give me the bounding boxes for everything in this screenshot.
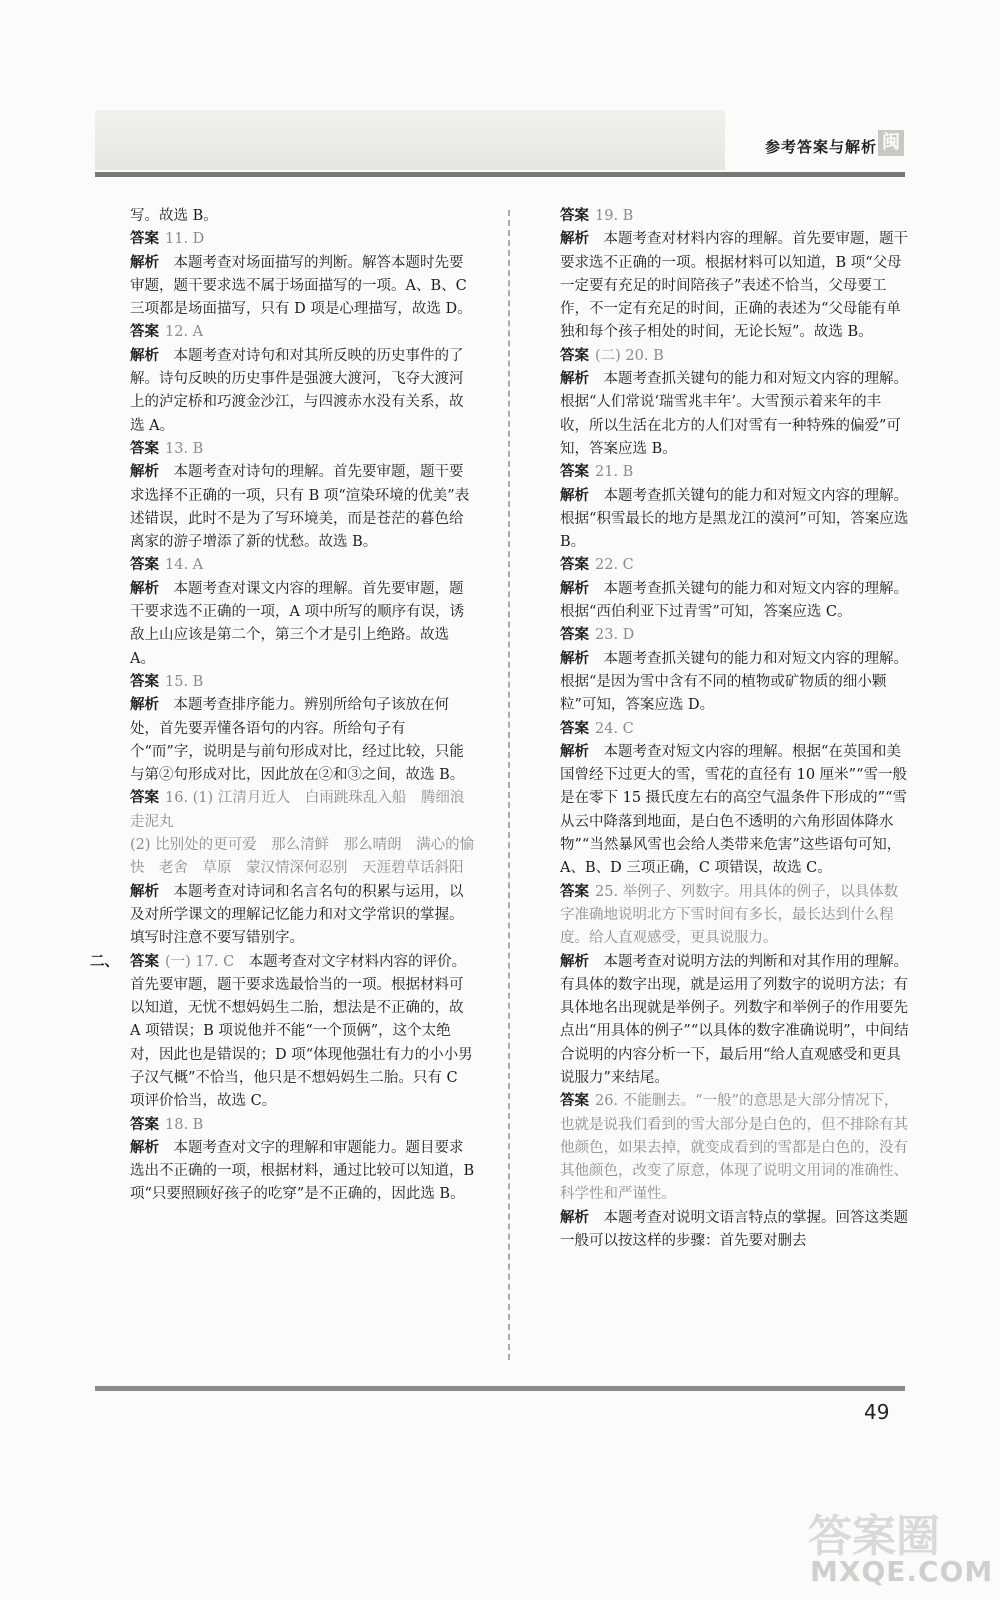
answer-entry (130, 554, 475, 577)
answer-label: 答案 (130, 790, 159, 807)
analysis-text: 本题考查抓关键句的能力和对短文内容的理解。根据“积雪最长的地方是黑龙江的漠河”可知，答案应选 B。 (560, 487, 909, 551)
analysis-entry (130, 694, 475, 787)
analysis-entry (130, 345, 475, 438)
answer-label: 答案 (560, 557, 589, 574)
footer-rule (95, 1386, 905, 1391)
left-column (90, 205, 479, 1207)
analysis-text: 本题考查对诗句和对其所反映的历史事件的了解。诗句反映的历史事件是强渡大渡河，飞夺大渡河上的泸定桥和巧渡金沙江，与四渡赤水没有关系，故选 A。 (130, 347, 464, 434)
answer-entry (560, 461, 910, 484)
answer-entry (130, 787, 479, 834)
analysis-entry (130, 578, 475, 671)
answer-entry (130, 228, 475, 251)
answer-entry (560, 718, 910, 741)
header-band (95, 110, 725, 170)
analysis-entry (560, 741, 910, 881)
analysis-label: 解析 (130, 464, 159, 481)
answer-entry (560, 205, 910, 228)
answer-label: 答案 (560, 627, 589, 644)
analysis-label: 解析 (130, 254, 159, 271)
right-column (560, 205, 910, 1253)
analysis-entry (560, 648, 910, 718)
answer-label: 答案 (560, 720, 589, 737)
answer-label: 答案 (130, 953, 159, 970)
analysis-text: 本题考查对诗词和名言名句的积累与运用，以及对所学课文的理解记忆能力和对文学常识的掌握。填写时注意不要写错别字。 (130, 883, 464, 947)
text-line (130, 205, 475, 228)
watermark-logo: 答案圈 (808, 1511, 940, 1562)
answer-value: 11. D (165, 231, 205, 248)
analysis-text: 本题考查对场面描写的判断。解答本题时先要审题，题干要求选不属于场面描写的一项。A、B、C 三项都是场面描写，只有 D 项是心理描写，故选 D。 (130, 254, 472, 318)
analysis-entry (130, 461, 475, 554)
analysis-text: 本题考查抓关键句的能力和对短文内容的理解。根据“是因为雪中含有不同的植物或矿物质的细小颗粒”可知，答案应选 D。 (560, 650, 908, 714)
answer-label: 答案 (130, 673, 159, 690)
analysis-entry (560, 485, 910, 555)
analysis-label: 解析 (130, 883, 159, 900)
analysis-label: 解析 (130, 580, 159, 597)
answer-entry (130, 321, 475, 344)
analysis-entry (130, 881, 475, 951)
analysis-label: 解析 (560, 1209, 589, 1226)
analysis-label: 解析 (560, 371, 589, 388)
answer-entry (560, 554, 910, 577)
analysis-label: 解析 (130, 697, 159, 714)
answer-value: 25. 举例子、列数字。用具体的例子，以具体数字准确地说明北方下雪时间有多长，最长达到什么程度。给人直观感受，更具说服力。 (560, 883, 899, 947)
answer-value: (二) 20. B (595, 347, 664, 364)
answer-entry (130, 1114, 475, 1137)
answer-label: 答案 (130, 324, 159, 341)
region-badge: 闽 (878, 130, 904, 156)
analysis-text: 本题考查对说明方法的判断和对其作用的理解。有具体的数字出现，就是运用了列数字的说明方法；有具体地名出现就是举例子。列数字和举例子的作用要先点出“用具体的例子”“以具体的数字准确说明”，中间结合说明的内容分析一下，最后用“给人直观感受和更具说服力”来结尾。 (560, 953, 909, 1086)
analysis-entry (560, 368, 910, 461)
analysis-text: 本题考查对文字的理解和审题能力。题目要求选出不正确的一项，根据材料，通过比较可以知道，B 项“只要照顾好孩子的吃穿”是不正确的，因此选 B。 (130, 1139, 475, 1203)
analysis-entry (130, 252, 475, 322)
analysis-text: 本题考查对文字材料内容的评价。首先要审题，题干要求选最恰当的一项。根据材料可以知道，无忧不想妈妈生二胎，想法是不正确的，故 A 项错误；B 项说他并不能“一个顶俩”，这个太绝对，因此也是错误的；D 项“体现他强壮有力的小小男子汉气概”不恰当，他只是不想妈妈生二胎。只有 C 项评价恰当，故选 C。 (130, 953, 473, 1110)
analysis-label: 解析 (560, 487, 589, 504)
answer-entry (130, 671, 475, 694)
analysis-text: 本题考查抓关键句的能力和对短文内容的理解。根据“人们常说‘瑞雪兆丰年’。大雪预示着来年的丰收，所以生活在北方的人们对雪有一种特殊的偏爱”可知，答案应选 B。 (560, 371, 908, 457)
answer-value: 15. B (165, 673, 204, 690)
answer-value: (一) 17. C (165, 953, 235, 970)
answer-label: 答案 (130, 1116, 159, 1133)
answer-value: 26. 不能删去。“一般”的意思是大部分情况下，也就是说我们看到的雪大部分是白色的，但不排除有其他颜色，如果去掉，就变成看到的雪都是白色的，没有其他颜色，改变了原意，体现了说明文用词的准确性、科学性和严谨性。 (560, 1093, 908, 1203)
analysis-entry (560, 1207, 910, 1254)
analysis-label: 解析 (560, 580, 589, 597)
answer-value: 18. B (165, 1116, 204, 1133)
column-divider (508, 210, 510, 1360)
answer-entry (130, 438, 475, 461)
analysis-entry (560, 951, 910, 1091)
answer-value: 14. A (165, 557, 204, 574)
answer-value: 13. B (165, 440, 204, 457)
answer-label: 答案 (130, 231, 159, 248)
answer-entry (560, 345, 910, 368)
answer-value: 22. C (595, 557, 634, 574)
analysis-entry (560, 228, 910, 344)
answer-entry (560, 881, 910, 951)
analysis-entry (130, 1137, 475, 1207)
answer-value: 23. D (595, 627, 635, 644)
analysis-label: 解析 (560, 231, 589, 248)
answer-label: 答案 (560, 883, 589, 900)
analysis-text: 本题考查对说明文语言特点的掌握。回答这类题一般可以按这样的步骤：首先要对删去 (560, 1209, 908, 1250)
answer-value: 16. (1) 江清月近人 白雨跳珠乱入船 腾细浪 走泥丸 (130, 790, 479, 830)
analysis-label: 解析 (560, 650, 589, 667)
section-number: 二、 (90, 953, 119, 970)
analysis-text: 本题考查对诗句的理解。首先要审题，题干要求选择不正确的一项，只有 B 项“渲染环境的优美”表述错误，此时不是为了写环境美，而是苍茫的暮色给离家的游子增添了新的忧愁。故选 B。 (130, 464, 470, 551)
answer-value: 21. B (595, 464, 634, 481)
analysis-text: 本题考查对课文内容的理解。首先要审题，题干要求选不正确的一项，A 项中所写的顺序有误，诱敌上山应该是第二个，第三个才是引上绝路。故选 A。 (130, 580, 465, 667)
answer-value: 12. A (165, 324, 204, 341)
answer-entry (90, 951, 475, 1114)
watermark-url: MXQE.COM (810, 1555, 994, 1588)
answer-continuation: (2) 比别处的更可爱 那么清鲜 那么晴朗 满心的愉快 老舍 草原 蒙汉情深何忍别 天涯碧草话斜阳 (130, 837, 475, 877)
answer-value: 24. C (595, 720, 634, 737)
answer-label: 答案 (560, 347, 589, 364)
analysis-text: 本题考查对短文内容的理解。根据“在英国和美国曾经下过更大的雪，雪花的直径有 10 厘米”“雪一般是在零下 15 摄氏度左右的高空气温条件下形成的”“雪从云中降落到地面，是白色不透明的六角形固体降水物”“当然暴风雪也会给人类带来危害”这些语句可知，A、B、D 三项正确，C 项错误，故选 C。 (560, 743, 907, 877)
page-number: 49 (864, 1400, 890, 1424)
page-header-title: 参考答案与解析 (765, 138, 878, 156)
answer-entry (560, 1090, 910, 1206)
analysis-text: 本题考查排序能力。辨别所给句子该放在何处，首先要弄懂各语句的内容。所给句子有个“而”字，说明是与前句形成对比，经过比较，只能与第②句形成对比，因此放在②和③之间，故选 B。 (130, 697, 465, 784)
answer-label: 答案 (560, 1093, 589, 1110)
answer-label: 答案 (130, 440, 159, 457)
analysis-entry (560, 578, 910, 625)
analysis-label: 解析 (130, 1139, 159, 1156)
analysis-text: 本题考查对材料内容的理解。首先要审题，题干要求选不正确的一项。根据材料可以知道，B 项“父母一定要有充足的时间陪孩子”表述不恰当，父母要工作，不一定有充足的时间，正确的表述为“父母能有单独和每个孩子相处的时间，无论长短”。故选 B。 (560, 231, 908, 341)
answer-label: 答案 (560, 208, 589, 224)
header-rule (95, 172, 905, 177)
continued-text: 写。故选 B。 (130, 208, 218, 224)
answer-label: 答案 (130, 557, 159, 574)
analysis-label: 解析 (560, 953, 589, 970)
answer-entry (560, 624, 910, 647)
answer-label: 答案 (560, 464, 589, 481)
answer-value: 19. B (595, 208, 634, 224)
analysis-label: 解析 (560, 743, 589, 760)
analysis-label: 解析 (130, 347, 159, 364)
analysis-text: 本题考查抓关键句的能力和对短文内容的理解。根据“西伯利亚下过青雪”可知，答案应选 C。 (560, 580, 908, 621)
